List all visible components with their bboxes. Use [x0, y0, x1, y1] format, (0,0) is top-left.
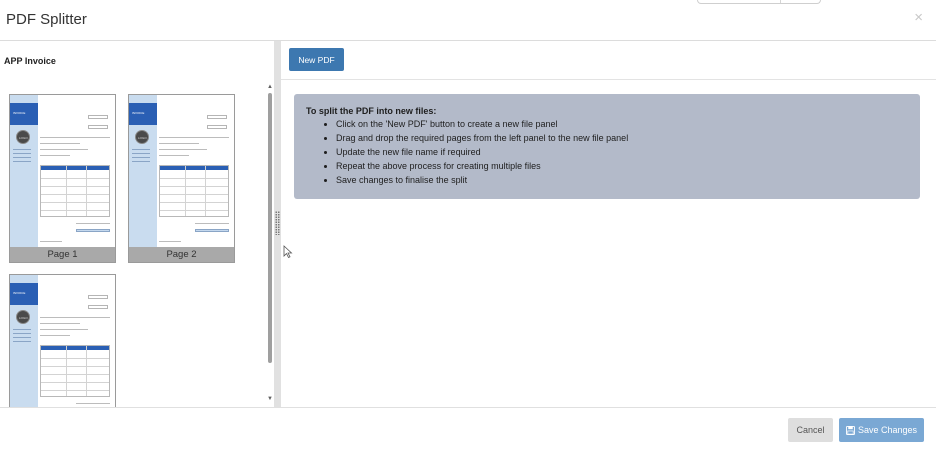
invoice-field: [207, 115, 227, 119]
invoice-side-text: [13, 329, 31, 330]
page-thumbnail[interactable]: [9, 94, 116, 263]
page-thumbnail[interactable]: [9, 274, 116, 407]
scroll-up-arrow-icon[interactable]: ▲: [267, 84, 273, 90]
invoice-side-text: [13, 337, 31, 338]
invoice-field: [207, 125, 227, 129]
instruction-step: • Repeat the above process for creating multiple files: [336, 159, 908, 173]
page-label: Page 1: [10, 247, 115, 262]
invoice-side-text: [132, 149, 150, 150]
thumbnails-scrollbar[interactable]: [266, 41, 274, 407]
invoice-table: [40, 345, 110, 397]
invoice-text-line: [40, 317, 110, 318]
invoice-text-line: [40, 143, 80, 144]
close-icon[interactable]: ×: [914, 9, 923, 26]
scrollbar-thumb[interactable]: [268, 93, 272, 363]
source-document-title: APP Invoice: [4, 56, 56, 66]
invoice-table: [40, 165, 110, 217]
invoice-text-line: [159, 137, 229, 138]
page-preview: [10, 95, 115, 247]
new-pdf-button[interactable]: New PDF: [289, 48, 344, 71]
invoice-text-line: [76, 403, 110, 404]
panel-resize-handle[interactable]: [274, 41, 281, 407]
invoice-field: [88, 115, 108, 119]
modal-title: PDF Splitter: [6, 11, 87, 28]
invoice-field: [88, 125, 108, 129]
invoice-side-text: [13, 341, 31, 342]
invoice-side-text: [13, 149, 31, 150]
page-preview: [129, 95, 234, 247]
overlay-edge: [697, 0, 821, 4]
modal-footer: [0, 407, 936, 450]
invoice-field: [88, 305, 108, 309]
invoice-header-block: INVOICE: [10, 283, 38, 305]
instructions-list: [306, 117, 908, 187]
invoice-text-line: [40, 137, 110, 138]
instruction-step: • Click on the 'New PDF' button to create a new file panel: [336, 117, 908, 131]
invoice-header-block: INVOICE: [10, 103, 38, 125]
mouse-cursor-icon: [283, 245, 293, 259]
page-thumbnails-list: [0, 83, 262, 407]
invoice-side-text: [132, 153, 150, 154]
instruction-step: • Update the new file name if required: [336, 145, 908, 159]
instructions-box: [294, 94, 920, 199]
invoice-text-line: [40, 149, 88, 150]
modal-header: [0, 0, 936, 41]
invoice-total: [195, 229, 229, 232]
invoice-header-block: INVOICE: [129, 103, 157, 125]
invoice-text-line: [159, 149, 207, 150]
overlay-edge-divider: [780, 0, 810, 3]
invoice-text-line: [40, 335, 70, 336]
invoice-logo: LOGO: [135, 130, 149, 144]
invoice-text-line: [76, 223, 110, 224]
page-preview: [10, 275, 115, 407]
invoice-side-text: [13, 161, 31, 162]
invoice-text-line: [159, 155, 189, 156]
page-thumbnail[interactable]: [128, 94, 235, 263]
cancel-button[interactable]: Cancel: [788, 418, 833, 442]
invoice-side-text: [13, 153, 31, 154]
invoice-field: [88, 295, 108, 299]
new-files-toolbar: [281, 41, 936, 80]
invoice-table: [159, 165, 229, 217]
save-changes-button[interactable]: [839, 418, 924, 442]
save-icon: [846, 426, 855, 435]
invoice-text-line: [40, 323, 80, 324]
drag-grip-icon: [275, 211, 280, 235]
invoice-text-line: [40, 155, 70, 156]
source-pages-panel: [0, 41, 274, 407]
invoice-text-line: [40, 241, 62, 242]
invoice-text-line: [159, 143, 199, 144]
invoice-total: [76, 229, 110, 232]
invoice-side-text: [13, 333, 31, 334]
invoice-logo: LOGO: [16, 310, 30, 324]
invoice-side-text: [132, 161, 150, 162]
new-files-panel: [281, 41, 936, 407]
invoice-text-line: [40, 329, 88, 330]
instructions-title: To split the PDF into new files:: [306, 106, 437, 116]
instruction-step: • Save changes to finalise the split: [336, 173, 908, 187]
invoice-text-line: [195, 223, 229, 224]
save-changes-label: Save Changes: [857, 425, 918, 435]
invoice-text-line: [159, 241, 181, 242]
instruction-step: • Drag and drop the required pages from the left panel to the new file panel: [336, 131, 908, 145]
invoice-logo: LOGO: [16, 130, 30, 144]
invoice-side-text: [13, 157, 31, 158]
invoice-side-text: [132, 157, 150, 158]
scroll-down-arrow-icon[interactable]: ▼: [267, 396, 273, 402]
page-label: Page 2: [129, 247, 234, 262]
